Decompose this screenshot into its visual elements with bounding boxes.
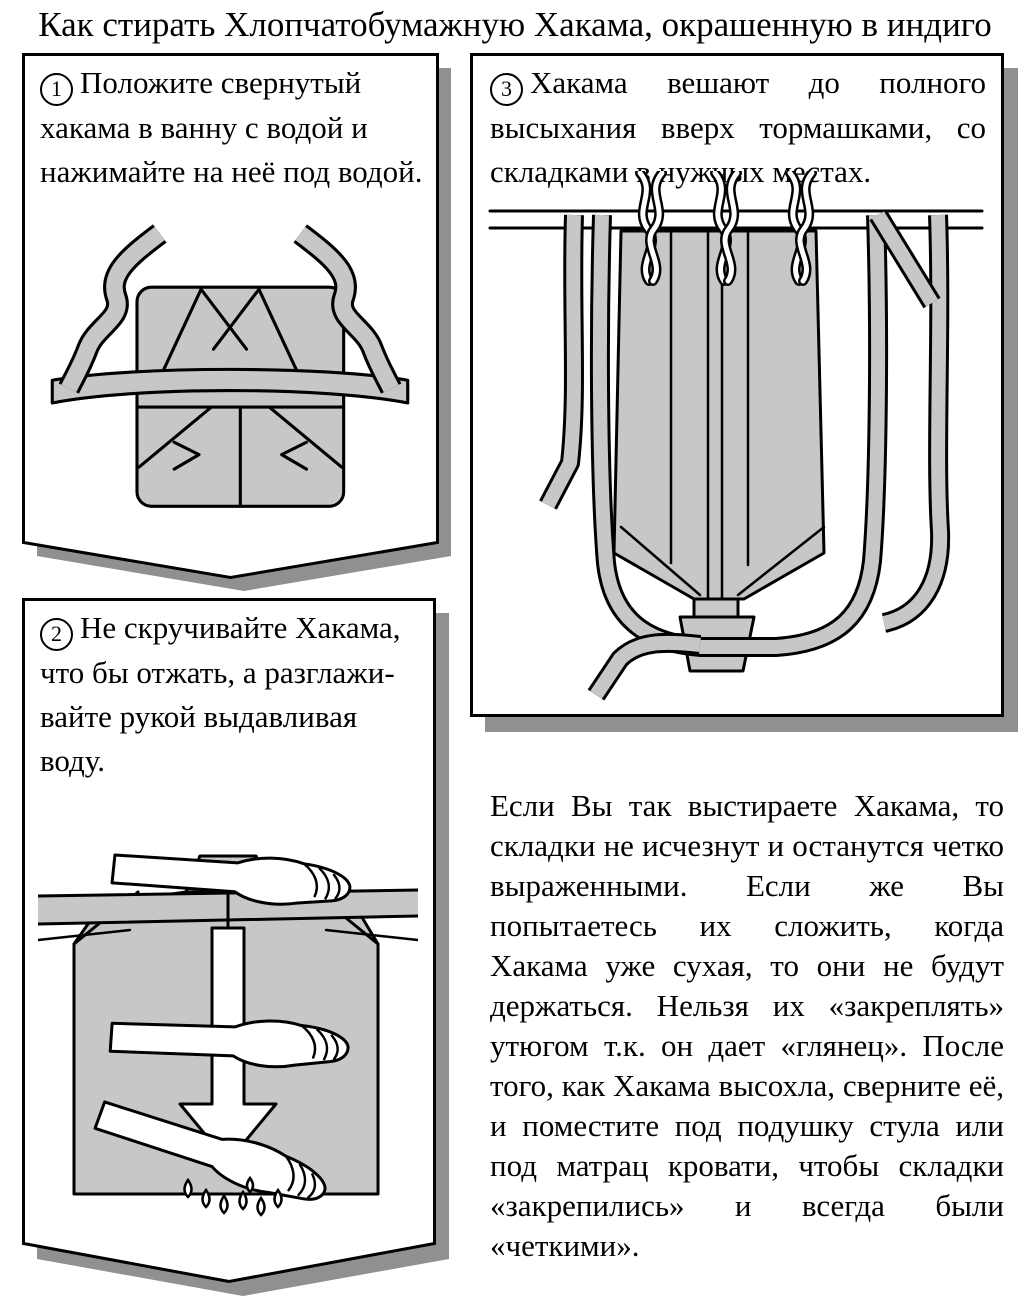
folded-hakama-illustration — [44, 223, 416, 523]
step-1-text — [40, 61, 424, 194]
step-1-number-badge: 1 — [40, 73, 73, 106]
step-3-box — [470, 53, 1020, 735]
step-2-caption: Не скручивайте Хакама, что бы отжать, а разглаживайте рукой выдавливая воду. — [40, 610, 401, 778]
hakama-panel — [614, 231, 824, 599]
pressing-water-illustration — [38, 794, 418, 1218]
waist-strip — [694, 599, 738, 617]
left-outer-strap — [548, 215, 574, 505]
step-2-text — [40, 606, 424, 783]
strap-tail — [596, 643, 700, 695]
step-2-box — [22, 598, 470, 1298]
step-2-number-badge: 2 — [40, 618, 73, 651]
step-3-caption: Хакама вешают до полного высыхания вверх тормашками, со складками в нужных местах. — [490, 65, 986, 189]
page-title: Как стирать Хлопчатобумажную Хакама, окрашенную в индиго — [38, 5, 992, 44]
hanging-hakama-illustration — [482, 171, 990, 711]
step-1-caption: Положите свернутый хакама в ванну с водой и нажимайте на неё под водой. — [40, 65, 423, 189]
step-3-number-badge: 3 — [490, 73, 523, 106]
step-1-box — [22, 53, 470, 601]
footer-paragraph: Если Вы так выстираете Хакама, то складки не исчезнут и останутся четко выраженными. Если же Вы попытаетесь их сложить, когда Хакама уже сухая, то они не будут держаться. Нельзя их «закреплять» утюгом т.к. он дает «глянец». После того, как Хакама высохла, сверните её, и поместите под подушку стула или под матрац кровати, чтобы складки «закрепились» и всегда были «четкими». — [490, 788, 1004, 1263]
